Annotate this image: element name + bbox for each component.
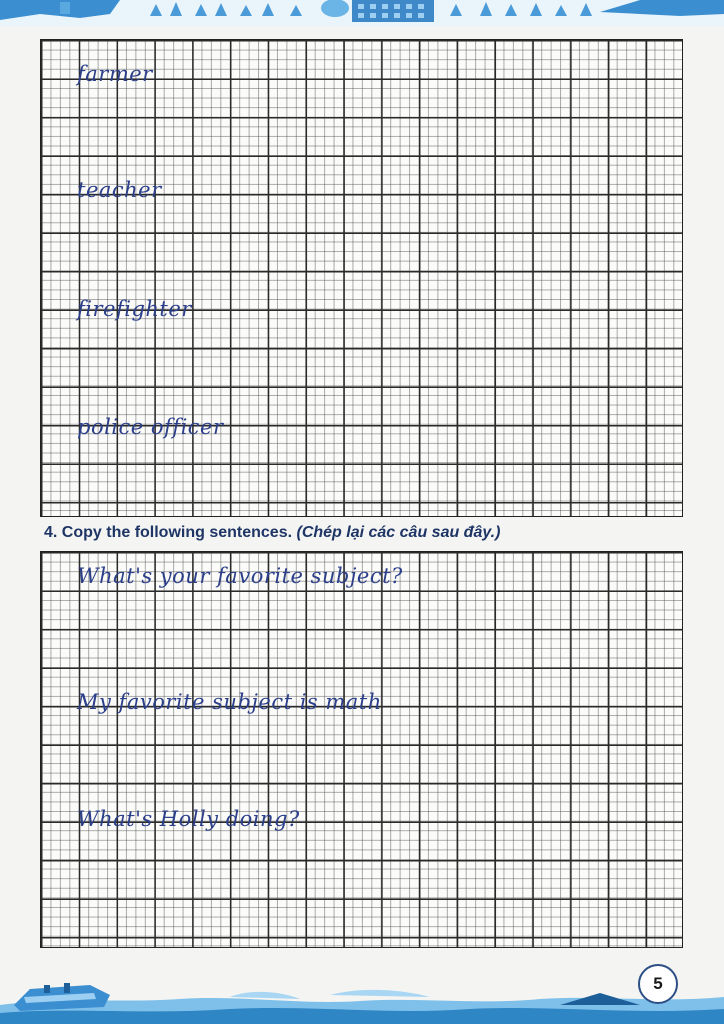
page-number-badge (638, 964, 678, 1004)
practice-sentence: My favorite subject is math (77, 690, 382, 714)
practice-word: firefighter (77, 297, 192, 321)
page-number: 5 (653, 974, 663, 993)
exercise-4-heading (44, 524, 500, 542)
exercise-instruction-vietnamese: (Chép lại các câu sau đây.) (296, 524, 501, 541)
bottom-decorative-banner (0, 975, 724, 1024)
exercise-number: 4. (44, 524, 58, 541)
practice-sentence: What's your favorite subject? (77, 564, 403, 588)
sentence-practice-grid (40, 551, 683, 948)
practice-word: police officer (77, 415, 224, 439)
word-practice-grid (40, 39, 683, 517)
top-decorative-banner (0, 0, 724, 26)
practice-word: teacher (77, 178, 162, 202)
practice-sentence: What's Holly doing? (77, 807, 300, 831)
practice-word: farmer (77, 62, 153, 86)
exercise-instruction: Copy the following sentences. (61, 524, 293, 541)
